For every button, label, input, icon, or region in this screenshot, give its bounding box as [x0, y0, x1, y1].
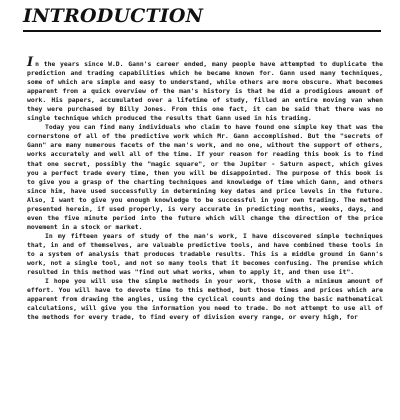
paragraph-3: In my fifteen years of study of the man's work, I have discovered simple techniques that, in and of themselves, are valuable predictive tools, and have combined these tools in to a system of analysis that produces tradable results. This is a middle ground in Gann's work, not a single tool, and not so many tools that it becomes confusing. The premise which resulted in this method was "find out what works, when to apply it, and then use it". [27, 231, 383, 277]
paragraph-1 [27, 55, 383, 123]
body-text [27, 55, 383, 322]
heading-rule [23, 30, 381, 32]
page-heading: INTRODUCTION [23, 5, 204, 27]
paragraph-2: Today you can find many individuals who claim to have found one simple key that was the cornerstone of all of the predictive work which Mr. Gann accomplished. But the "secrets of Gann" are many numerous facets of the man's work, and no one, without the support of others, works accurately and well all of the time. If your reason for reading this book is to find that one secret, possibly the "magic square", or the Jupiter - Saturn aspect, which gives you a perfect trade every time, then you will be disappointed. The purpose of this book is to give you a grasp of the charting techniques and knowledge of time which Gann, and others since him, have used successfully in determining key dates and price levels in the future. Also, I want to give you enough knowledge to be successful in your own trading. The method presented herein, if used properly, is very accurate in predicting months, weeks, days, and even the five minute period into the future which will change the direction of the price movement in a stock or market. [27, 123, 383, 231]
paragraph-4: I hope you will use the simple methods in your work, those with a minimum amount of effort. You will have to devote time to this method, but those times and prices which are apparent from drawing the angles, using the cyclical counts and doing the basic mathematical calculations, will give you the information you need to trade. Do not attempt to use all of the methods for every trade, to find every of division every range, or every high, for [27, 277, 383, 322]
drop-cap: I [27, 55, 34, 70]
paragraph-1-text: n the years since W.D. Gann's career ended, many people have attempted to duplicate the prediction and trading capabilities which he became known for. Gann used many techniques, some of which are simple and easy to understand, while others are more obscure. What becomes apparent from a quick overview of the man's history is that he did a prodigious amount of work. His papers, accumulated over a lifetime of study, filled an entire moving van when they were purchased by Billy Jones. From this one fact, it can be said that there was no single technique which produced the results that Gann used in his trading. [27, 60, 383, 123]
